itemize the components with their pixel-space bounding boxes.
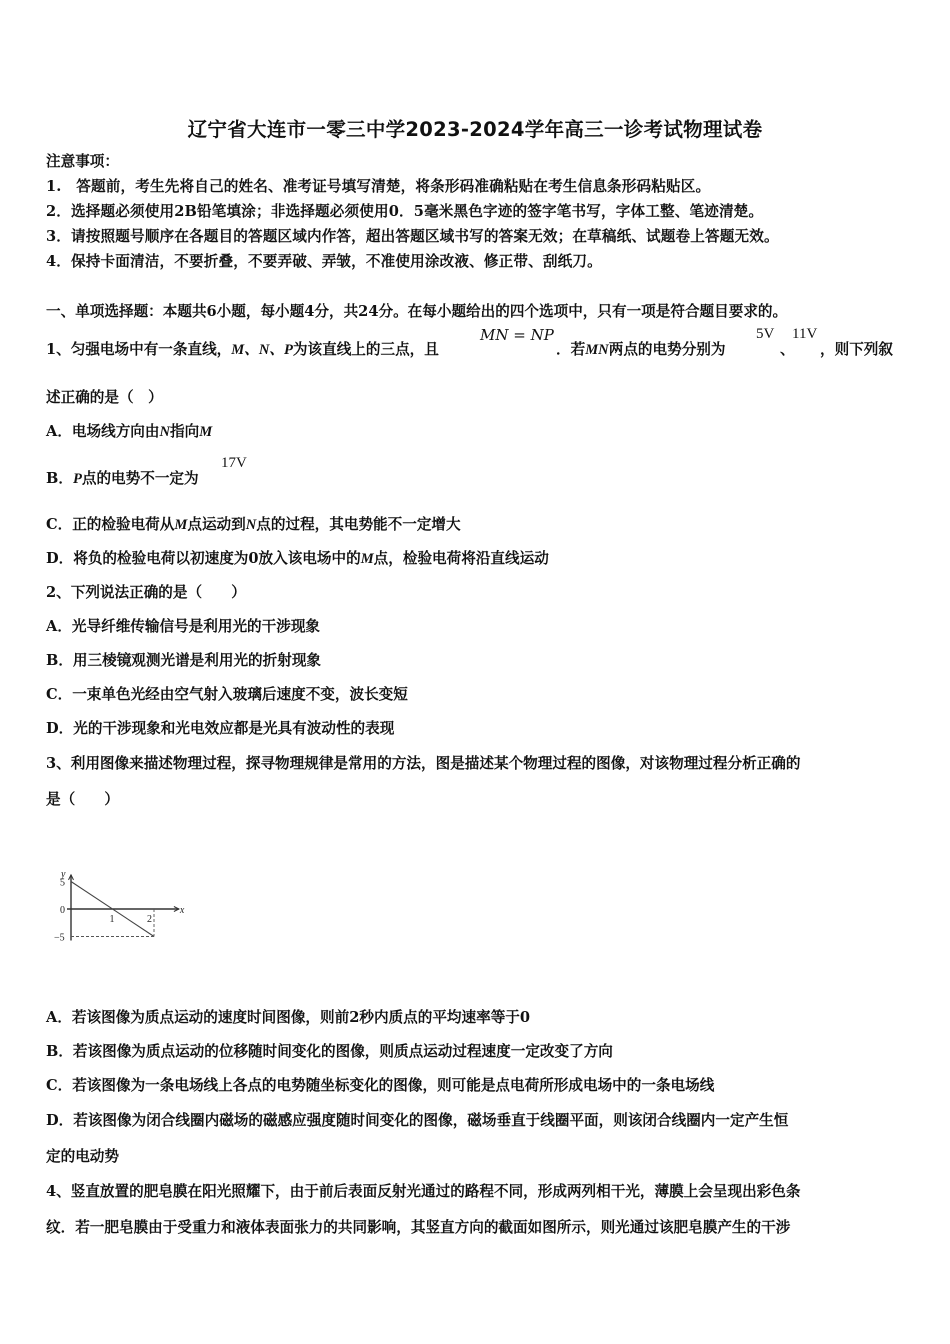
option-text: 指向: [170, 423, 200, 440]
notice-item: 4．保持卡面清洁，不要折叠，不要弄破、弄皱，不准使用涂改液、修正带、刮纸刀。: [46, 253, 602, 270]
y-axis-label: y: [61, 868, 66, 880]
option-text: 点，检验电荷将沿直线运动: [373, 550, 549, 567]
notice-item: 1. 答题前，考生先将自己的姓名、准考证号填写清楚，将条形码准确粘贴在考生信息条形码粘贴区。: [46, 178, 711, 195]
q1-stem-end: 述正确的是（ ）: [46, 389, 163, 406]
q3-option-b: B．若该图像为质点运动的位移随时间变化的图像，则质点运动过程速度一定改变了方向: [46, 1043, 613, 1060]
q1-potential-m: 5V: [756, 326, 775, 342]
x-axis-label: x: [179, 905, 185, 916]
page-title: 辽宁省大连市一零三中学2023-2024学年高三一诊考试物理试卷: [187, 118, 763, 141]
x-tick-label: 2: [147, 914, 152, 925]
q2-option-d: D．光的干涉现象和光电效应都是光具有波动性的表现: [46, 720, 395, 737]
q1-option-b-value: 17V: [221, 455, 247, 471]
q1-text: 1、匀强电场中有一条直线，: [46, 341, 232, 358]
q2-option-b: B．用三棱镜观测光谱是利用光的折射现象: [46, 652, 322, 669]
q1-potential-n: 11V: [792, 326, 818, 342]
var-n: N: [245, 517, 257, 533]
var-n: N: [159, 424, 171, 440]
q1-option-a: [46, 422, 212, 442]
q2-option-c: C．一束单色光经由空气射入玻璃后速度不变，波长变短: [46, 686, 408, 703]
q1-text: 为该直线上的三点，且: [292, 341, 439, 358]
notice-item: 2．选择题必须使用2B铅笔填涂；非选择题必须使用0．5毫米黑色字迹的签字笔书写，字体工整、笔迹清楚。: [46, 203, 764, 220]
notice-heading: 注意事项：: [46, 153, 119, 170]
q1-stem-cont: [556, 340, 725, 360]
q3-option-c: C．若该图像为一条电场线上各点的电势随坐标变化的图像，则可能是点电荷所形成电场中的一条电场线: [46, 1077, 715, 1094]
y-tick-label: −5: [54, 932, 65, 944]
q2-stem: 2、下列说法正确的是（ ）: [46, 584, 246, 601]
q3-option-d: D．若该图像为闭合线圈内磁场的磁感应强度随时间变化的图像，磁场垂直于线圈平面，则该闭合线圈内一定产生恒: [46, 1112, 789, 1129]
option-text: 点的电势不一定为: [81, 470, 199, 487]
q1-points: M、N、P: [231, 342, 293, 358]
y-tick-label: 0: [60, 905, 65, 916]
q1-mn: MN: [585, 342, 609, 358]
section-heading: 一、单项选择题：本题共6小题，每小题4分，共24分。在每小题给出的四个选项中，只有一项是符合题目要求的。: [46, 303, 788, 320]
q3-option-d-cont: 定的电动势: [46, 1148, 119, 1165]
q1-option-b: [46, 469, 199, 489]
q1-stem: [46, 340, 439, 360]
q1-text: ．若: [556, 341, 586, 358]
var-p: P: [72, 471, 82, 487]
var-m: M: [174, 517, 188, 533]
option-text: D．将负的检验电荷以初速度为0放入该电场中的: [46, 550, 361, 567]
var-m: M: [360, 551, 374, 567]
var-m: M: [199, 424, 213, 440]
q1-separator: 、: [780, 341, 795, 358]
q2-option-a: A．光导纤维传输信号是利用光的干涉现象: [46, 618, 321, 635]
q1-option-c: [46, 515, 461, 535]
q3-graph: [46, 815, 196, 980]
option-text: 点的过程，其电势能不一定增大: [256, 516, 461, 533]
option-text: C．正的检验电荷从: [46, 516, 175, 533]
y-tick-label: 5: [60, 877, 65, 889]
q4-stem-cont: 纹．若一肥皂膜由于受重力和液体表面张力的共同影响，其竖直方向的截面如图所示，则光通过该肥皂膜产生的干涉: [46, 1219, 791, 1236]
option-text: B．: [46, 470, 73, 487]
option-text: 点运动到: [187, 516, 246, 533]
q1-text: 两点的电势分别为: [608, 341, 726, 358]
notice-item: 3．请按照题号顺序在各题目的答题区域内作答，超出答题区域书写的答案无效；在草稿纸、试题卷上答题无效。: [46, 228, 779, 245]
q3-stem-end: 是（ ）: [46, 791, 119, 808]
q3-option-a: A．若该图像为质点运动的速度时间图像，则前2秒内质点的平均速率等于0: [46, 1009, 531, 1026]
q1-option-d: [46, 549, 549, 569]
q1-text: ，则下列叙: [820, 341, 893, 358]
q1-formula: MN = NP: [480, 326, 554, 344]
x-tick-label: 1: [109, 914, 115, 925]
option-text: A．电场线方向由: [46, 423, 160, 440]
q3-stem: 3、利用图像来描述物理过程，探寻物理规律是常用的方法，图是描述某个物理过程的图像，对该物理过程分析正确的: [46, 755, 801, 772]
q4-stem: 4、竖直放置的肥皂膜在阳光照耀下，由于前后表面反射光通过的路程不同，形成两列相干光，薄膜上会呈现出彩色条: [46, 1183, 801, 1200]
